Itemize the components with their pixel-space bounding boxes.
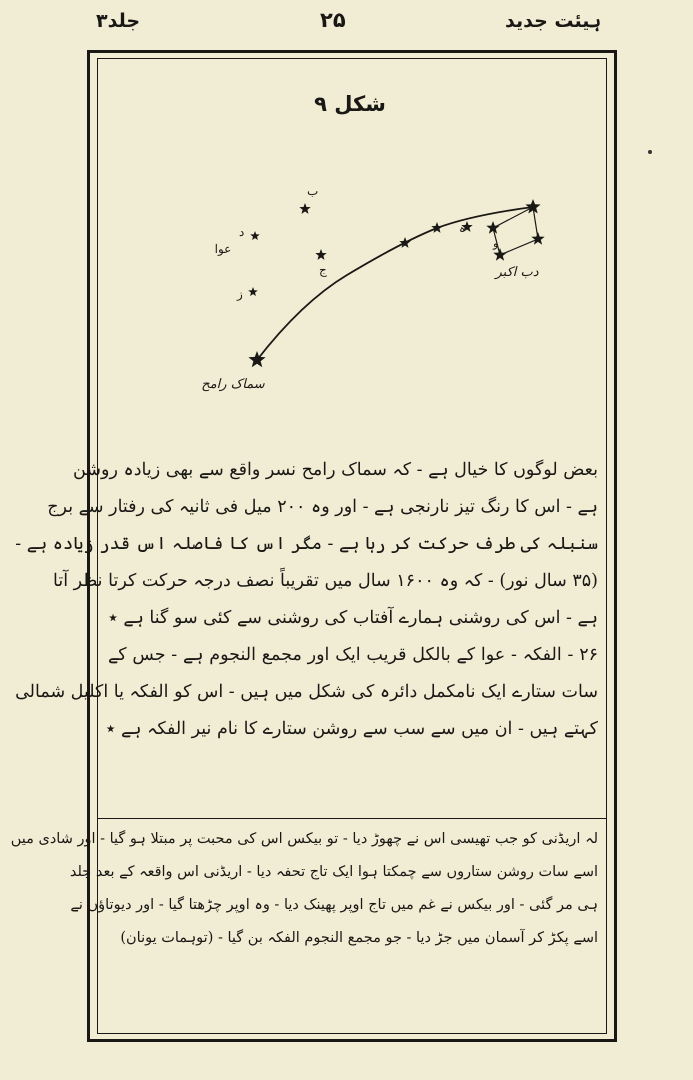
running-header — [0, 6, 693, 40]
star-merak — [531, 232, 544, 245]
label-j: ج — [319, 263, 327, 277]
label-h: ہ — [459, 222, 466, 235]
body-line: ہے - اس کا رنگ تیز نارنجی ہے - اور وہ ۲۰۰ میل فی ثانیہ کی رفتار سے برج — [47, 497, 598, 517]
star-chart-figure — [97, 120, 607, 420]
label-w: و — [493, 237, 499, 250]
label-bootes: عوا — [214, 242, 232, 256]
label-d: د — [239, 225, 245, 239]
body-line: کہتے ہیں - ان میں سے سب سے روشن ستارے کا نام نیر الفکہ ہے ٭ — [105, 719, 598, 739]
footnote — [10, 823, 598, 955]
star-bootes-b — [299, 203, 310, 214]
star-megrez — [486, 221, 499, 234]
label-b: ب — [307, 184, 319, 198]
body-line: ۲۶ - الفکہ - عوا کے بالکل قریب ایک اور مجمع النجوم ہے - جس کے — [108, 645, 598, 665]
volume-label: جلد۳ — [96, 10, 141, 32]
label-ursa-major: دب اکبر — [495, 265, 539, 280]
footnote-divider — [98, 818, 606, 819]
body-line: سات ستارے ایک نامکمل دائرہ کی شکل میں ہیں - اس کو الفکہ یا اکلیل شمالی — [15, 682, 598, 702]
footnote-line: اسے سات روشن ستاروں سے چمکتا ہوا ایک تاج تحفہ دیا - اریڈنی اس واقعہ کے بعد جلد — [69, 864, 598, 880]
star-bootes-z — [248, 287, 258, 296]
footnote-line: ہی مر گئی - اور بیکس نے غم میں تاج اوپر پھینک دیا - وہ اوپر چڑھتا گیا - اور دیوتاؤں نے — [70, 897, 598, 913]
body-line: ہے - اس کی روشنی ہمارے آفتاب کی روشنی سے کئی سو گنا ہے ٭ — [108, 608, 598, 628]
main-paragraph — [15, 452, 598, 748]
body-line: سنبلہ کی طرف حرکت کر رہا ہے - مگر اس کا فاصلہ اس قدر زیادہ ہے - — [15, 534, 598, 554]
page-number: ۲۵ — [320, 8, 346, 32]
star-alkaid — [399, 237, 410, 248]
figure-title: شکل ۹ — [314, 92, 386, 116]
footnote-line: اسے پکڑ کر آسمان میں جڑ دیا - جو مجمع النجوم الفکہ بن گیا - (توہمات یونان) — [120, 930, 598, 946]
label-z: ز — [237, 287, 243, 301]
star-dubhe — [525, 199, 540, 214]
star-bootes-j — [315, 249, 326, 260]
body-line: (۳۵ سال نور) - کہ وہ ۱۶۰۰ سال میں تقریباً نصف درجہ حرکت کرتا نظر آتا — [53, 571, 598, 591]
big-dipper-lines — [493, 207, 538, 255]
star-bootes-d — [250, 231, 260, 240]
body-line: بعض لوگوں کا خیال ہے - کہ سماک رامح نسر واقع سے بھی زیادہ روشن — [73, 460, 598, 480]
book-title: ہیئت جدید — [505, 10, 602, 32]
footnote-line: لہ اریڈنی کو جب تھیسی اس نے چھوڑ دیا - تو بیکس اس کی محبت پر مبتلا ہو گیا - اور شادی میں — [10, 831, 598, 847]
speck — [648, 150, 652, 154]
star-mizar — [431, 222, 442, 233]
label-arcturus: سماک رامح — [201, 377, 265, 392]
